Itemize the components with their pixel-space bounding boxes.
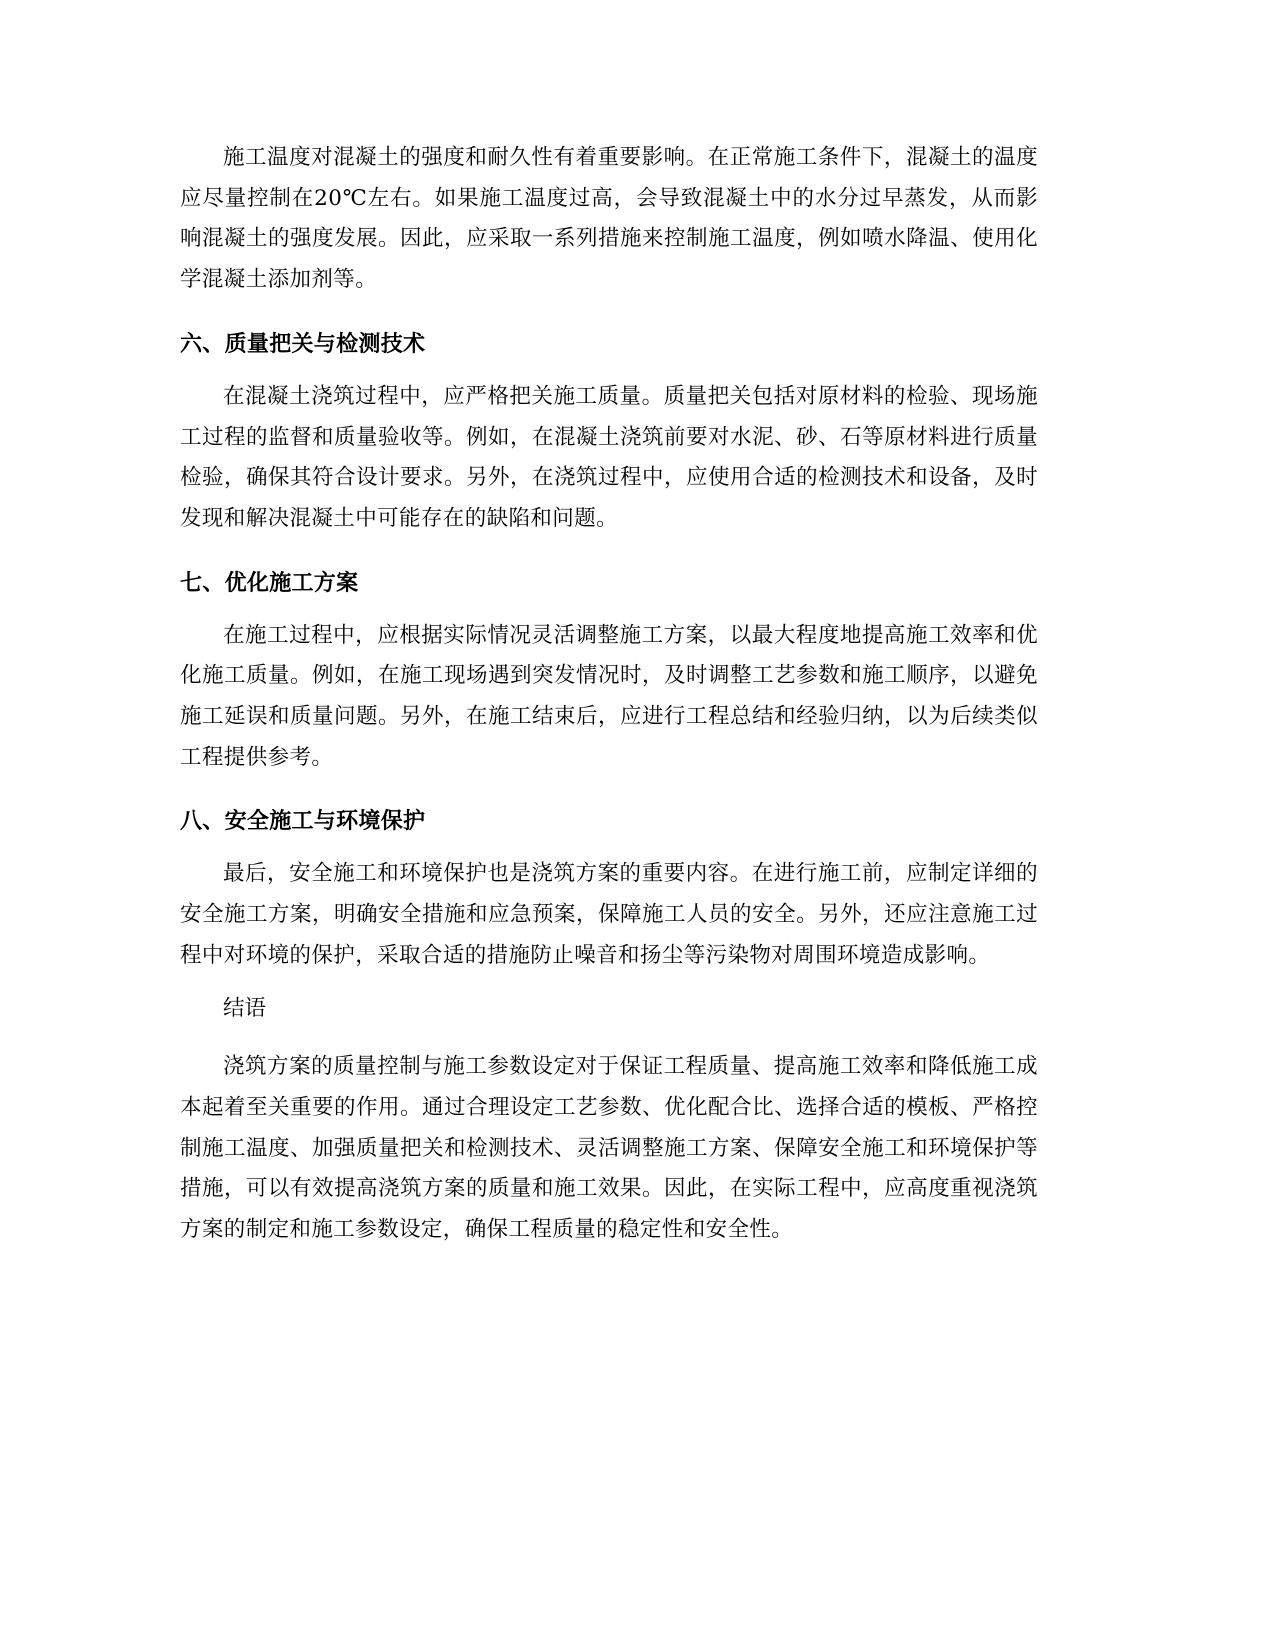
section-heading-quality-control: 六、质量把关与检测技术 bbox=[180, 331, 426, 357]
paragraph-optimize-plan: 在施工过程中，应根据实际情况灵活调整施工方案，以最大程度地提高施工效率和优化施工质量。例如，在施工现场遇到突发情况时，及时调整工艺参数和施工顺序，以避免施工延误和质量问题。另外，在施工结束后，应进行工程总结和经验归纳，以为后续类似工程提供参考。 bbox=[180, 622, 1038, 770]
section-heading-safety-environment: 八、安全施工与环境保护 bbox=[180, 809, 426, 835]
document-page bbox=[180, 138, 1038, 1251]
paragraph-safety-environment: 最后，安全施工和环境保护也是浇筑方案的重要内容。在进行施工前，应制定详细的安全施工方案，明确安全措施和应急预案，保障施工人员的安全。另外，还应注意施工过程中对环境的保护，采取合适的措施防止噪音和扬尘等污染物对周围环境造成影响。 bbox=[180, 861, 1038, 968]
paragraph-construction-temperature: 施工温度对混凝土的强度和耐久性有着重要影响。在正常施工条件下，混凝土的温度应尽量控制在20℃左右。如果施工温度过高，会导致混凝土中的水分过早蒸发，从而影响混凝土的强度发展。因此，应采取一系列措施来控制施工温度，例如喷水降温、使用化学混凝土添加剂等。 bbox=[180, 145, 1038, 293]
paragraph-conclusion: 浇筑方案的质量控制与施工参数设定对于保证工程质量、提高施工效率和降低施工成本起着至关重要的作用。通过合理设定工艺参数、优化配合比、选择合适的模板、严格控制施工温度、加强质量把关和检测技术、灵活调整施工方案、保障安全施工和环境保护等措施，可以有效提高浇筑方案的质量和施工效果。因此，在实际工程中，应高度重视浇筑方案的制定和施工参数设定，确保工程质量的稳定性和安全性。 bbox=[180, 1054, 1038, 1243]
conclusion-label: 结语 bbox=[223, 995, 267, 1021]
paragraph-quality-control: 在混凝土浇筑过程中，应严格把关施工质量。质量把关包括对原材料的检验、现场施工过程的监督和质量验收等。例如，在混凝土浇筑前要对水泥、砂、石等原材料进行质量检验，确保其符合设计要求。另外，在浇筑过程中，应使用合适的检测技术和设备，及时发现和解决混凝土中可能存在的缺陷和问题。 bbox=[180, 383, 1038, 531]
section-heading-optimize-plan: 七、优化施工方案 bbox=[180, 570, 359, 596]
